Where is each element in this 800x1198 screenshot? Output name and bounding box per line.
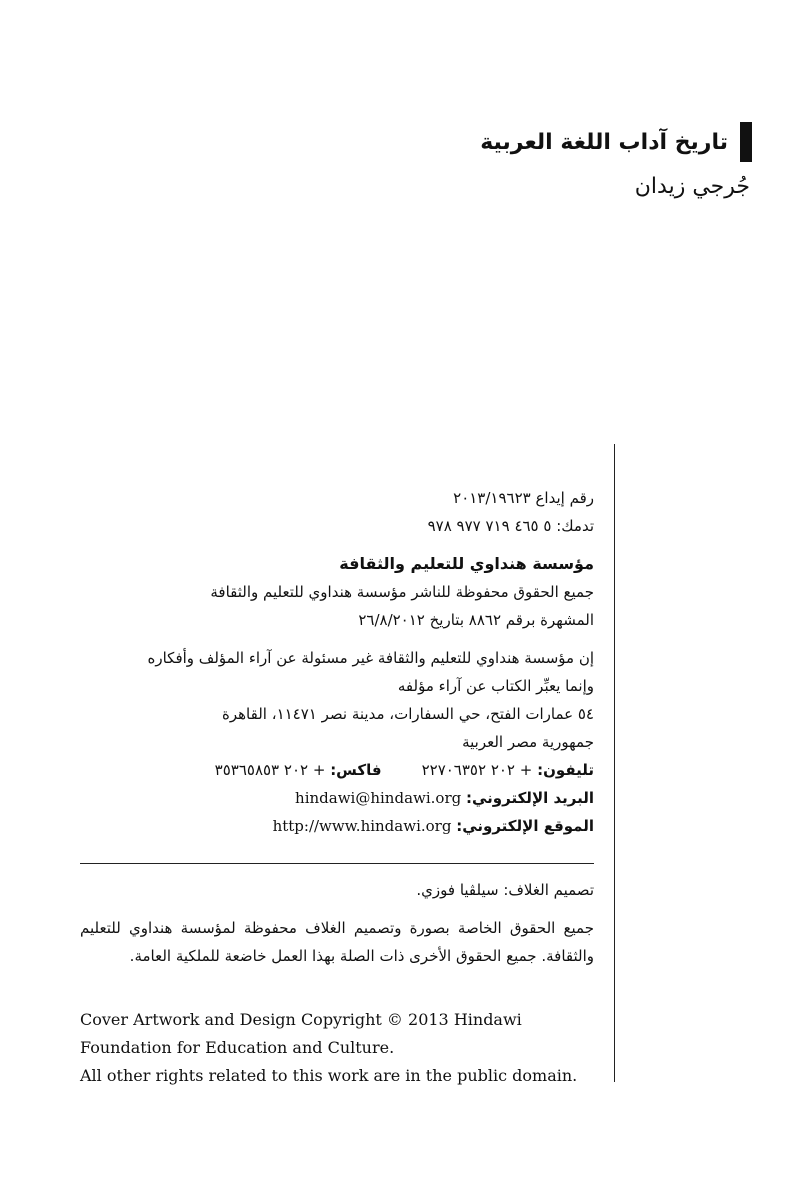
title-row bbox=[480, 122, 752, 162]
fax-value: + ٢٠٢ ٣٥٣٦٥٨٥٣ bbox=[214, 761, 326, 779]
phone-label: تليفون: bbox=[537, 761, 594, 779]
english-line-1: Cover Artwork and Design Copyright © 2013 Hindawi bbox=[80, 1010, 522, 1029]
title-block bbox=[480, 122, 752, 199]
isbn: تدمك: ٥ ٤٦٥ ٧١٩ ٩٧٧ ٩٧٨ bbox=[427, 517, 594, 535]
disclaimer-line-2: وإنما يعبِّر الكتاب عن آراء مؤلفه bbox=[397, 677, 594, 695]
email-label: البريد الإلكتروني: bbox=[466, 789, 594, 807]
english-line-3: All other rights related to this work are in the public domain. bbox=[80, 1066, 578, 1085]
fax-label: فاكس: bbox=[330, 761, 382, 779]
title-marker-bar bbox=[740, 122, 752, 162]
publisher-name: مؤسسة هنداوي للتعليم والثقافة bbox=[339, 554, 594, 573]
vertical-divider bbox=[614, 444, 615, 1082]
website-label: الموقع الإلكتروني: bbox=[456, 817, 594, 835]
phone-value: + ٢٠٢ ٢٢٧٠٦٣٥٢ bbox=[421, 761, 533, 779]
disclaimer-line-1: إن مؤسسة هنداوي للتعليم والثقافة غير مسئولة عن آراء المؤلف وأفكاره bbox=[147, 649, 594, 667]
imprint-block bbox=[80, 484, 594, 850]
website-row bbox=[80, 812, 594, 840]
email-row bbox=[80, 784, 594, 812]
address-line-2: جمهورية مصر العربية bbox=[462, 733, 594, 751]
book-title: تاريخ آداب اللغة العربية bbox=[480, 129, 728, 155]
fax bbox=[215, 756, 382, 784]
english-copyright bbox=[80, 1006, 610, 1090]
rights-line-1: جميع الحقوق محفوظة للناشر مؤسسة هنداوي للتعليم والثقافة bbox=[210, 583, 594, 601]
deposit-number: رقم إيداع ٢٠١٣/١٩٦٢٣ bbox=[453, 489, 594, 507]
horizontal-divider bbox=[80, 863, 594, 864]
cover-rights: جميع الحقوق الخاصة بصورة وتصميم الغلاف محفوظة لمؤسسة هنداوي للتعليم والثقافة. جميع الحقوق الأخرى ذات الصلة بهذا العمل خاضعة للملكية العامة. bbox=[80, 919, 594, 965]
email-link[interactable]: hindawi@hindawi.org bbox=[295, 789, 462, 807]
address-line-1: ٥٤ عمارات الفتح، حي السفارات، مدينة نصر ١١٤٧١، القاهرة bbox=[222, 705, 594, 723]
phone bbox=[422, 756, 594, 784]
cover-credits bbox=[80, 876, 594, 970]
contact-group bbox=[80, 644, 594, 840]
cover-designer: تصميم الغلاف: سيلڤيا فوزي. bbox=[416, 881, 594, 899]
english-line-2: Foundation for Education and Culture. bbox=[80, 1038, 395, 1057]
author-name: جُرجي زيدان bbox=[634, 174, 750, 199]
rights-line-2: المشهرة برقم ٨٨٦٢ بتاريخ ٢٦/٨/٢٠١٢ bbox=[358, 611, 594, 629]
publisher-group bbox=[80, 550, 594, 634]
legal-deposit-group bbox=[80, 484, 594, 540]
website-link[interactable]: http://www.hindawi.org bbox=[272, 817, 452, 835]
phone-fax-row bbox=[80, 756, 594, 784]
